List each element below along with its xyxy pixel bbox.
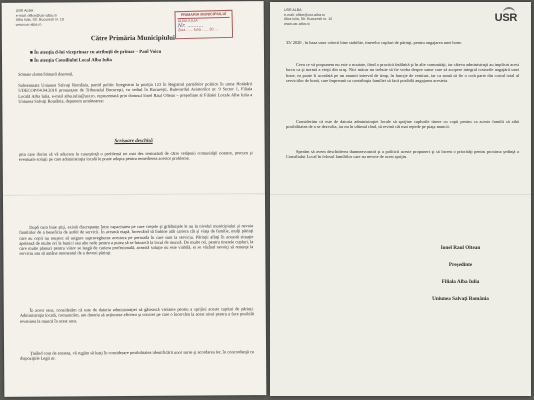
logo-text: USR [494,12,517,24]
addressee-2: ■ În atenţia Consiliului Local Alba Iulia [30,58,112,64]
letter-page-1 [2,1,267,397]
letterhead [16,8,64,27]
letter-page-2 [270,2,531,396]
body-paragraph: Ţinând cont de acestea, vă rugăm să luaţi în considerare posibilitatea identificării unor surse şi acordarea lor, în concordanţă cu dispoziţiile Legii nr. [20,349,255,362]
addressee-text: În atenţia Consiliului Local Alba Iulia [34,58,112,64]
body-paragraph: Ceea ce vă propunem nu este o noutate, fiind o practică întâlnită şi în alte comunităţi, iar câteva administraţii au implicat acest lucru ca şi normă a vieţii din oraş. Nici măcar nu trebuie să fie vorba despre sume care să acopere integral costurile angajării unei bone, ea poate fi acordată pe un anumit interval de timp, în funcţie de venituri, iar ca sumă să fie o cotă parte din costul total al serviciilor de bonă, care împreună cu contribuţia familiei să facă posibilă angajarea acesteia. [286,62,519,83]
intro-paragraph: Subsemnata Uniunea Salvaţi România, partid politic înregistrat la poziţia 123 în Registrul partidelor politice în urma Hotărârii 5/DECOP/04.04.2016 pronunţate de Tribunalul Bucureşti, cu sediul în Bucureşti, Bulevardul Aviatorilor nr. 9 Sector 1, Filiala Locală Alba Iulia, e-mail alba.iulia@usr.ro, reprezentată prin domnul Ionel Raul Oltean – preşedinte al Filialei Locale Alba Iulia a Uniunea Salvaţi România, depunem următoarea: [18,81,253,104]
signatory-branch: Filiala Alba Iulia [441,279,480,285]
body-paragraph: prin care dorim să vă aducem la cunoştinţă o problemă tot mai des semnalată de către cetăţenii comunităţii noastre, precum şi eventuale soluţii pe care administraţia locală le poate adopta pentru remedierea acestor probleme. [18,150,253,163]
body-paragraph: 35/ 2020 , în baza unor criterii bine stabilite, tinerelor cupluri de părinţi, pentru angajarea unei bone. [286,40,463,45]
letterhead-line: USR ALBA [284,8,302,12]
signatory-name: Ionel Raul Oltean [440,245,481,251]
letterhead-line: www.usr-alba.ro [284,21,310,26]
body-paragraph: După cum bine ştiţi, există discrepanţe între capacitatea pe care creşele şi grădiniţele le au la nivelul municipiului şi nevoia familiilor de a beneficia de astfel de servicii. În această etapă, încercând să îmbine atât cariera cât şi viaţa de familie, mulţi părinţi care au copii nu reuşesc să asigure supravegherea acestora pe perioada în care sunt la serviciu. Părinţii aflaţi în această situaţie apelează de multe ori la bunici sau alte rude pentru a putea să se întoarcă la locul de muncă. De multe ori, pentru tinerele cupluri, la care multe planuri pentru viitor se leagă de cariera profesională, această soluţie nu este viabilă, ei se văzând nevoiţi să renunţe la serviciu sau să amâne momentul de a deveni părinţi. [19,223,254,257]
letterhead [284,8,332,26]
fold-line [3,193,265,196]
page-title: Către Primăria Municipiului [90,34,175,43]
letterhead-line: Alba Iulia, Str. Bucuresti nr. 10 [284,17,333,22]
stamp-line: Ziua ...... luna ...... 20 .... [177,27,219,33]
section-heading: Scrisoare deschisă [114,138,153,145]
signatory-party: Uniunea Salvaţi România [432,296,489,302]
letterhead-line: e-mail: office@usr-alba.ro [15,13,57,18]
stamp-title: PRIMARIA MUNICIPIULUI [177,12,229,19]
addressee-text: În atenţia d-lui viceprimar cu atribuţii de primar – Paul Voicu [34,49,162,56]
body-paragraph: În acest sens, considerăm că este de datoria administraţiei să găsească variante pentru a sprijini aceste cupluri de părinţi. Administraţia locală, comunicăm, are datoria să acţioneze eficient şi concret pe care o încercăm la acest nivel pentru a face posibilă revenirea la muncă în acest sens. [19,306,254,324]
usr-logo [495,12,517,24]
stamp-line: Nr. .......... [177,22,204,29]
signatory-role: Preşedinte [448,262,473,268]
letterhead-line: e-mail: office@usr-alba.ro [284,12,326,17]
salutation: Stimate domn/Stimată doamnă, [18,71,74,77]
letterhead-line: www.usr-alba.ro [15,22,42,27]
letterhead-line: Alba Iulia, Str. Bucuresti nr. 10 [15,17,64,23]
addressee-1: ■ În atenţia d-lui viceprimar cu atribuţii de primar – Paul Voicu [29,49,162,56]
stamp-line: ALBA IULIA [177,18,198,23]
body-paragraph: Considerăm că este de datoria administraţiei locale să sprijine cuplurile tinere cu copii pentru ca aceste familii să aibă posibilitatea de a se dezvolta, iar nu în ultimul rând, să revină cât mai repede pe piaţa muncii. [286,119,519,130]
logo-arc-icon [503,7,515,15]
letterhead-line: USR ALBA [15,8,34,13]
body-paragraph: Sperăm să avem deschiderea dumneavoastră şi a politicii aceste propuneri şi să facem o priorităţi pentru proxima şedinţă a Consiliului Local în folosul familiilor care au nevoie de acest sprijin. [286,149,519,160]
fold-line [270,194,531,195]
